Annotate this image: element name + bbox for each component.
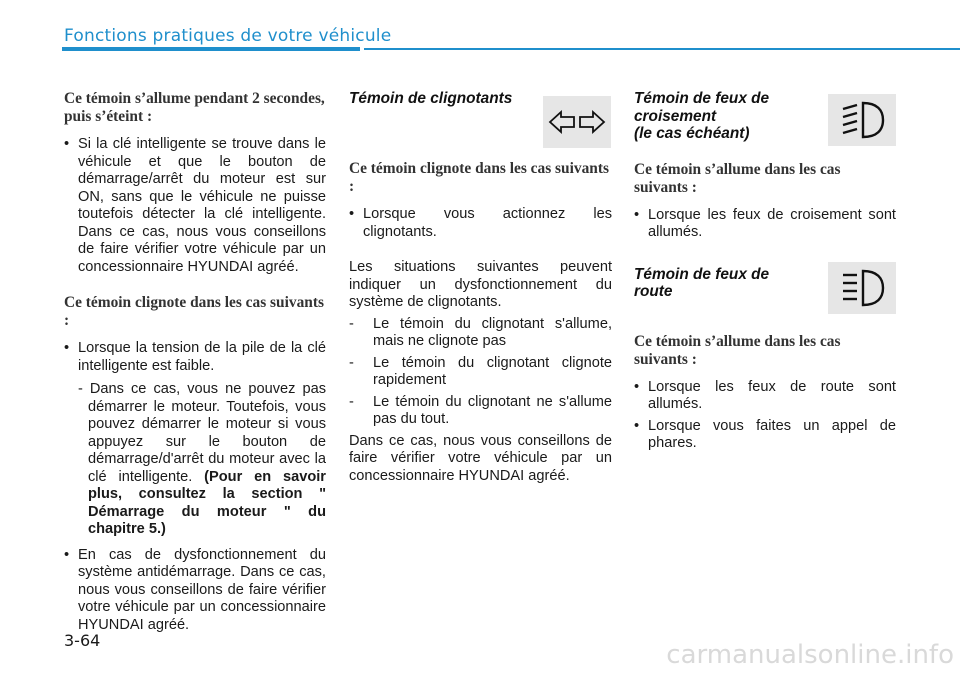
subheading-lights-2s: Ce témoin s’allume pendant 2 secondes, puis s’éteint : [64,90,325,125]
column-left [64,90,326,634]
watermark: carmanualsonline.info [666,640,954,670]
dash-text: Le témoin du clignotant s'allume, mais ne clignote pas [373,315,612,349]
subheading-high-beam: Ce témoin s’allume dans les cas suivants : [634,332,841,368]
title-line: route [634,283,673,300]
bullet-activate-turn: • Lorsque vous actionnez les clignotants. [349,206,612,241]
dash-text: Le témoin du clignotant clignote rapidement [373,354,612,388]
bullet-immobilizer: • En cas de dysfonctionnement du système antidémarrage. Dans ce cas, nous vous conseillons de faire vérifier votre véhicule par un concessionnaire HYUNDAI agréé. [64,547,326,635]
dash-mark: - [349,315,354,332]
low-beam-headlight-icon [837,99,887,141]
dash-mark: - [349,393,354,410]
turn-signal-indicator [543,96,611,148]
turn-signal-arrows-icon [547,107,607,137]
dash-mark: - [349,354,354,371]
dash-text: - Dans ce cas, vous ne pouvez pas démarrer le moteur. Toutefois, vous pouvez démarrer le moteur si vous appuyez sur le bouton de démarrage/d'arrêt du moteur avec la clé intelligente. [78,381,326,485]
title-line: croisement [634,107,717,125]
subheading-low-beam: Ce témoin s’allume dans les cas suivants : [634,160,841,196]
dash-item-no-blink [349,316,612,351]
subheading-turn-blinks: Ce témoin clignote dans les cas suivants : [349,160,609,195]
dash-text: Le témoin du clignotant ne s'allume pas du tout. [373,393,612,427]
paragraph-malfunction: Les situations suivantes peuvent indiquer un dysfonctionnement du système de clignotants. [349,259,612,310]
header-rule-thin [364,48,960,50]
subheading-blinks: Ce témoin clignote dans les cas suivants : [64,294,324,329]
page-number: 3-64 [64,631,101,650]
dash-item-fast-blink [349,355,612,390]
bullet-low-beam-on: • Lorsque les feux de croisement sont allumés. [634,207,896,242]
dash-text-bold: (Pour en savoir plus, consultez la section " Démarrage du moteur " du chapitre 5.) [88,468,326,537]
title-line: (le cas échéant) [634,125,750,142]
header-rule-thick [62,47,360,51]
turn-signal-title: Témoin de clignotants [349,90,513,107]
high-beam-indicator [828,262,896,314]
bullet-high-beam-on: • Lorsque les feux de route sont allumés. [634,379,896,414]
paragraph-dealer: Dans ce cas, nous vous conseillons de faire vérifier votre véhicule par un concessionnaire HYUNDAI agréé. [349,432,612,484]
column-middle [349,90,612,485]
dash-item-no-light [349,394,612,429]
title-line: Témoin de feux de [634,265,770,283]
bullet-battery-low: • Lorsque la tension de la pile de la clé intelligente est faible. [64,340,326,375]
high-beam-headlight-icon [837,267,887,309]
low-beam-indicator [828,94,896,146]
bullet-key-in-vehicle: • Si la clé intelligente se trouve dans le véhicule et que le bouton de démarrage/arrêt du moteur est sur ON, sans que le véhicule ne puisse toutefois détecter la clé intelligente. Dans ce cas, nous vous conseillons de faire vérifier votre véhicule par un concessionnaire HYUNDAI agréé. [64,136,326,276]
bullet-flash: • Lorsque vous faites un appel de phares. [634,418,896,453]
title-line: Témoin de feux de [634,90,770,107]
section-title: Fonctions pratiques de votre véhicule [64,26,392,46]
dash-item-start-engine [64,381,326,539]
